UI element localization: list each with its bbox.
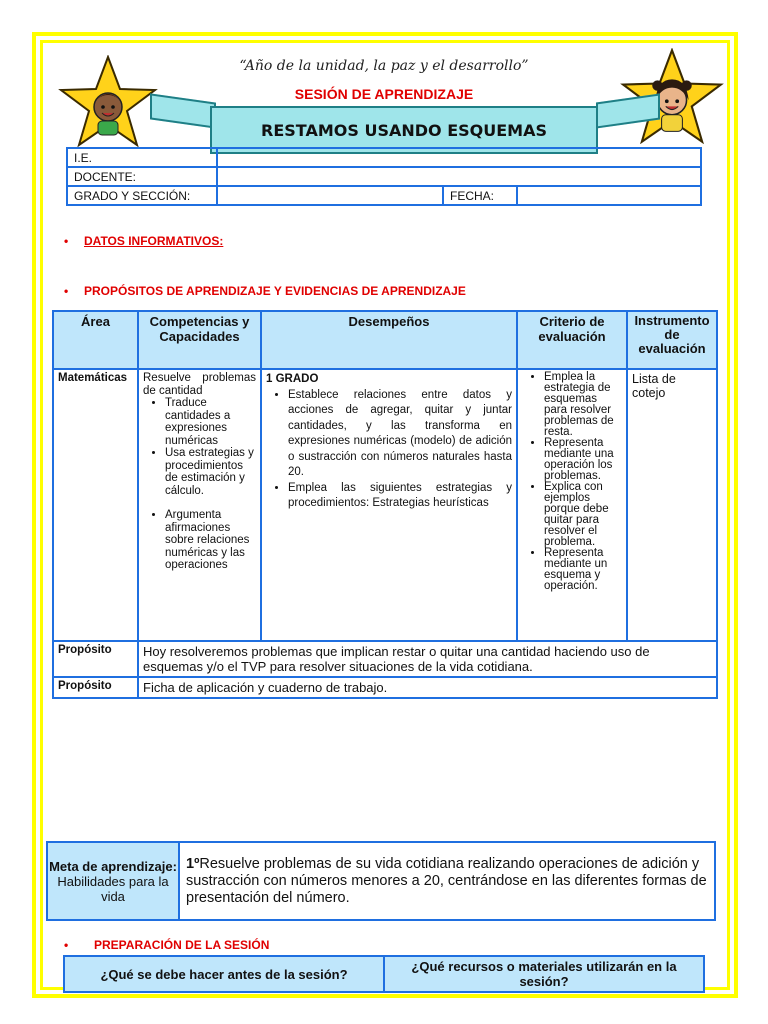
header-instrumento: Instrumento de evaluación [627,311,717,369]
meta-sublabel: Habilidades para la vida [57,873,169,904]
ie-field[interactable] [217,148,701,167]
evidencia-label: Propósito [53,677,138,698]
meta-label-cell [47,842,179,920]
bullet-icon: • [64,284,69,298]
bullet-icon: • [64,234,69,248]
ie-label: I.E. [67,148,217,167]
criterios-list [522,372,622,592]
year-motto: “Año de la unidad, la paz y el desarrollo” [239,58,529,74]
desempenos-cell [261,369,517,641]
bullet-icon: • [64,938,69,952]
list-item: • Argumenta afirmaciones sobre relaciones numéricas y las operaciones [165,509,256,572]
list-item: • Establece relaciones entre datos y acciones de agregar, quitar y juntar cantidades, y las transforma en expresiones numéricas (modelo) de adición o sustracción con números naturales hasta 20. [288,388,512,481]
capacidades-list [143,397,256,572]
prep-header-recursos: ¿Qué recursos o materiales utilizarán en la sesión? [384,956,704,992]
list-item: • Traduce cantidades a expresiones numéricas [165,397,256,447]
general-info-table [66,147,702,206]
header-criterio: Criterio de evaluación [517,311,627,369]
meta-text: Resuelve problemas de su vida cotidiana realizando operaciones de adición y sustracción con números menores a 20, centrándose en las diferentes formas de presentación del número. [186,855,707,906]
evidencia-text: Ficha de aplicación y cuaderno de trabajo. [138,677,717,698]
fecha-field[interactable] [517,186,701,205]
list-item: • Usa estrategias y procedimientos de estimación y cálculo. [165,447,256,497]
grado-label: GRADO Y SECCIÓN: [67,186,217,205]
header-desempenos: Desempeños [261,311,517,369]
header-area: Área [53,311,138,369]
learning-purposes-table [52,310,718,699]
header-competencias: Competencias y Capacidades [138,311,261,369]
competencia-text: Resuelve problemas de cantidad [143,372,256,397]
instrumento-cell: Lista de cotejo [627,369,717,641]
list-item: • Representa mediante una operación los problemas. [544,438,622,482]
grado-field[interactable] [217,186,443,205]
learning-goal-table [46,841,716,921]
session-preparation-table [63,955,705,993]
docente-field[interactable] [217,167,701,186]
meta-label: Meta de aprendizaje: [49,858,177,874]
fecha-label: FECHA: [443,186,517,205]
competencias-cell [138,369,261,641]
preparacion-heading: • PREPARACIÓN DE LA SESIÓN [64,938,270,952]
list-item: • Representa mediante un esquema y operación. [544,548,622,592]
meta-text-cell [179,842,715,920]
grado-heading: 1 GRADO [266,373,319,385]
prep-header-antes: ¿Qué se debe hacer antes de la sesión? [64,956,384,992]
docente-label: DOCENTE: [67,167,217,186]
meta-number: 1º [186,855,200,872]
list-item: • Explica con ejemplos porque debe quitar para resolver el problema. [544,482,622,548]
propositos-heading: • PROPÓSITOS DE APRENDIZAJE Y EVIDENCIAS DE APRENDIZAJE [64,284,466,298]
desempenos-list [266,388,512,512]
datos-informativos-heading: • DATOS INFORMATIVOS: [64,234,224,248]
area-cell: Matemáticas [53,369,138,641]
star-boy-icon [58,55,158,147]
list-item: • Emplea las siguientes estrategias y procedimientos: Estrategias heurísticas [288,481,512,512]
list-item: • Emplea la estrategia de esquemas para resolver problemas de resta. [544,372,622,438]
proposito-text: Hoy resolveremos problemas que implican restar o quitar una cantidad haciendo uso de esquemas y/o el TVP para resolver situaciones de la vida cotidiana. [138,641,717,677]
session-banner-title: RESTAMOS USANDO ESQUEMAS [210,106,598,154]
proposito-label: Propósito [53,641,138,677]
session-title: SESIÓN DE APRENDIZAJE [294,86,474,102]
criterio-cell [517,369,627,641]
